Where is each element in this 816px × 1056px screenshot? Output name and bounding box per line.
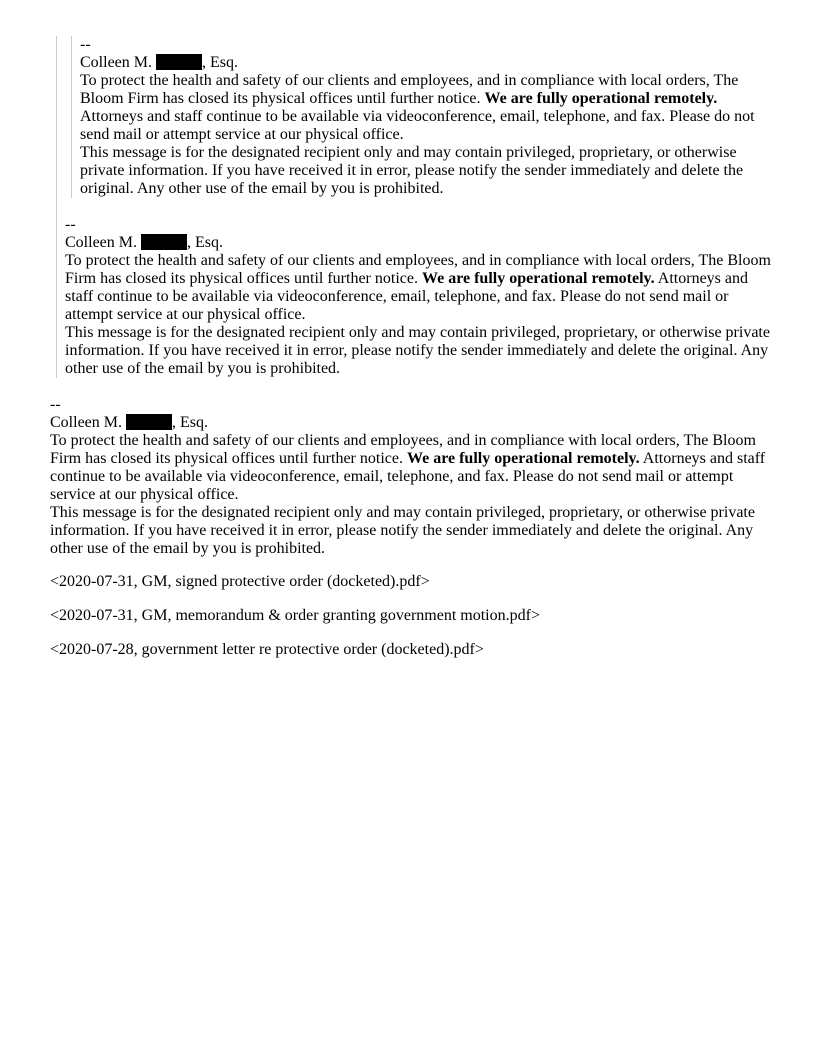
confidentiality-disclaimer: This message is for the designated recipient only and may contain privileged, proprietary, or otherwise private information. If you have received it in error, please notify the sender immediately and delete the original. Any other use of the email by you is prohibited. (50, 504, 755, 557)
quoted-message-outer (56, 36, 776, 378)
quoted-message-inner (71, 36, 776, 198)
confidentiality-disclaimer: This message is for the designated recipient only and may contain privileged, proprietary, or otherwise private information. If you have received it in error, please notify the sender immediately and delete the original. Any other use of the email by you is prohibited. (65, 324, 770, 377)
attachment-link[interactable]: <2020-07-28, government letter re protective order (docketed).pdf> (50, 641, 484, 658)
signature-separator: -- (80, 36, 91, 53)
spacer (50, 378, 776, 396)
signature-separator: -- (50, 396, 61, 413)
remote-notice-bold: We are fully operational remotely. (406, 450, 640, 467)
confidentiality-disclaimer: This message is for the designated recipient only and may contain privileged, proprietary, or otherwise private information. If you have received it in error, please notify the sender immediately and delete the original. Any other use of the email by you is prohibited. (80, 144, 744, 197)
signature-name: Colleen M. , Esq. (80, 54, 238, 71)
spacer (65, 198, 776, 216)
attachment-link[interactable]: <2020-07-31, GM, signed protective order (docketed).pdf> (50, 573, 430, 590)
redaction-box (126, 414, 172, 430)
signature-name: Colleen M. , Esq. (50, 414, 208, 431)
signature-separator: -- (65, 216, 76, 233)
office-notice: To protect the health and safety of our clients and employees, and in compliance with local orders, The Bloom Firm has closed its physical offices until further notice. We are fully operational remotely. Attorneys and staff continue to be available via videoconference, email, telephone, and fax. Please do not send mail or attempt service at our physical office. (50, 432, 766, 503)
email-signature (50, 396, 776, 558)
email-signature (80, 36, 776, 198)
signature-name: Colleen M. , Esq. (65, 234, 223, 251)
office-notice: To protect the health and safety of our clients and employees, and in compliance with local orders, The Bloom Firm has closed its physical offices until further notice. We are fully operational remotely. Attorneys and staff continue to be available via videoconference, email, telephone, and fax. Please do not send mail or attempt service at our physical office. (65, 252, 771, 323)
office-notice: To protect the health and safety of our clients and employees, and in compliance with local orders, The Bloom Firm has closed its physical offices until further notice. We are fully operational remotely. Attorneys and staff continue to be available via videoconference, email, telephone, and fax. Please do not send mail or attempt service at our physical office. (80, 72, 755, 143)
remote-notice-bold: We are fully operational remotely. (484, 90, 718, 107)
redaction-box (141, 234, 187, 250)
attachment-link[interactable]: <2020-07-31, GM, memorandum & order granting government motion.pdf> (50, 607, 540, 624)
redaction-box (156, 54, 202, 70)
remote-notice-bold: We are fully operational remotely. (421, 270, 655, 287)
email-signature (65, 216, 776, 378)
